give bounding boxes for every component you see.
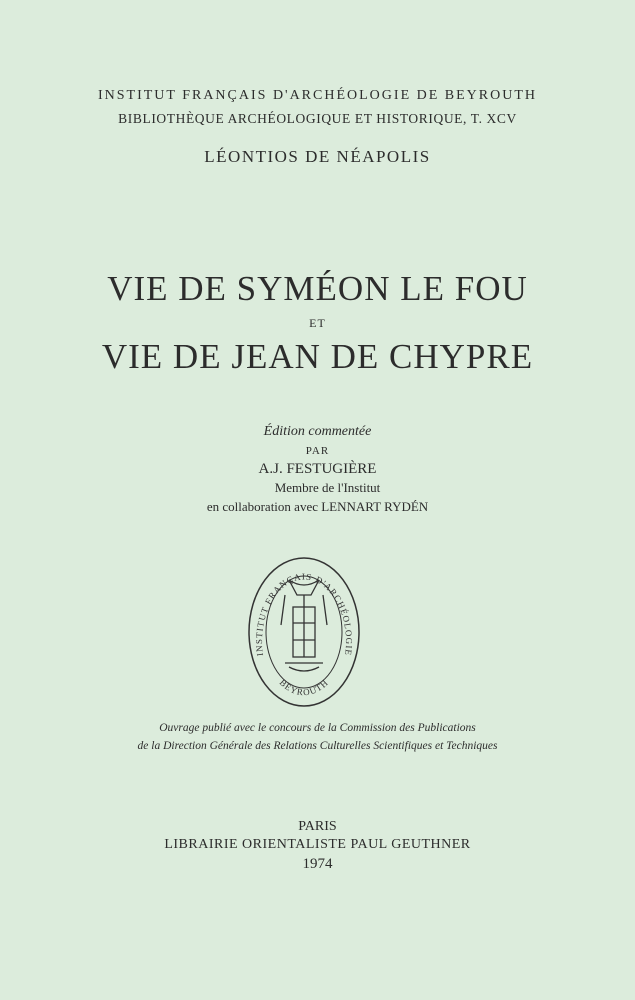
- city: PARIS: [298, 819, 337, 834]
- support-line-2: de la Direction Générale des Relations Culturelles Scientifiques et Techniques: [137, 740, 498, 752]
- title-line-1: VIE DE SYMÉON LE FOU: [107, 269, 528, 308]
- collaboration: en collaboration avec LENNART RYDÉN: [206, 499, 429, 514]
- series-name: BIBLIOTHÈQUE ARCHÉOLOGIQUE ET HISTORIQUE, T. XCV: [118, 111, 517, 126]
- year: 1974: [302, 856, 333, 872]
- title-line-2: VIE DE JEAN DE CHYPRE: [101, 337, 534, 376]
- title-conjunction: ET: [309, 316, 326, 330]
- institute-seal: [245, 555, 363, 710]
- edition-note: Édition commentée: [263, 424, 372, 439]
- editor-name: A.J. FESTUGIÈRE: [258, 461, 377, 477]
- editor-role: Membre de l'Institut: [274, 480, 381, 495]
- publisher: LIBRAIRIE ORIENTALISTE PAUL GEUTHNER: [164, 837, 471, 852]
- author: LÉONTIOS DE NÉAPOLIS: [204, 147, 431, 166]
- institute-name: INSTITUT FRANÇAIS D'ARCHÉOLOGIE DE BEYROUTH: [97, 88, 538, 103]
- svg-text:INSTITUT FRANÇAIS D'ARCHÉOLOGI: INSTITUT FRANÇAIS D'ARCHÉOLOGIE: [253, 571, 355, 657]
- support-line-1: Ouvrage publié avec le concours de la Commission des Publications: [159, 722, 476, 734]
- par: PAR: [305, 445, 330, 457]
- svg-text:BEYROUTH: BEYROUTH: [277, 677, 331, 698]
